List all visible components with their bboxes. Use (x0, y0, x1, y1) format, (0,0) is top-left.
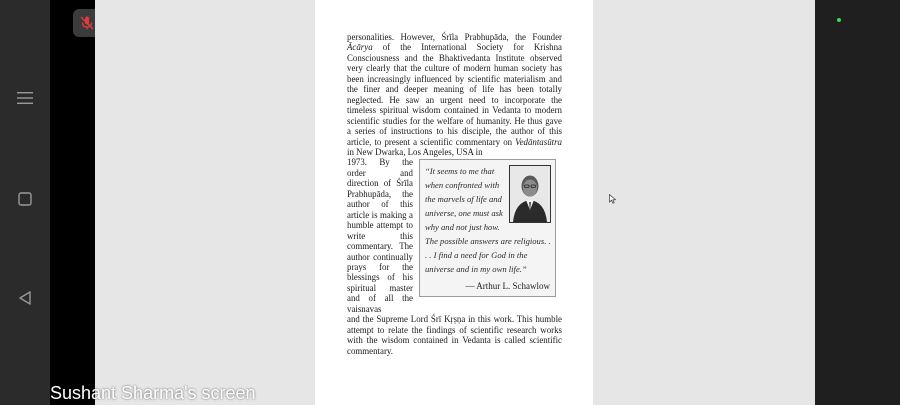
android-nav-bar (0, 0, 50, 405)
quote-attribution: — Arthur L. Schawlow (465, 280, 550, 291)
document-text (347, 32, 562, 356)
mouse-cursor-icon (609, 191, 617, 201)
quote-text: “It seems to me that when confronted with the marvels of life and universe, one must ask why and not just how. The possible answers are religious. . . . I find a need for God in the universe and in my own life.” (425, 166, 551, 275)
status-indicator-dot (837, 18, 841, 22)
paragraph-intro: personalities. However, Śrīla Prabhupāda, the Founder Ācārya of the International Society for Krishna Consciousness and the Bhaktivedanta Institute observed very clearly that the culture of modern human society has been increasingly influenced by scientific materialism and the finer and deeper meaning of life has been totally neglected. He saw an urgent need to incorporate the timeless spiritual wisdom contained in Vedanta to modern scientific studies for the welfare of humanity. He thus gave a series of instructions to his disciple, the author of this article, to present a scientific commentary on Vedāntasūtra in New Dwarka, Los Angeles, USA in (347, 32, 562, 157)
author-portrait (509, 165, 551, 223)
triangle-back-icon[interactable] (14, 287, 36, 309)
text-with-quote (347, 157, 562, 314)
paragraph-left-column: 1973. By the order and direction of Śrīla Prabhupāda, the author of this article is making a humble attempt to write this commentary. The author continually prays for the blessings of his spiritual master and of all the vaisnavas (347, 157, 413, 314)
square-home-icon[interactable] (14, 188, 36, 210)
term-acarya: Ācārya (347, 42, 373, 53)
right-panel (815, 0, 900, 405)
screen-share-label: Sushant Sharma's screen (50, 383, 256, 403)
paragraph-closing: and the Supreme Lord Śrī Kṛṣṇa in this work. This humble attempt to relate the findings of scientific research works with the wisdom contained in Vedanta is called scientific commentary. (347, 314, 562, 356)
term-vedantasutra: Vedāntasūtra (515, 136, 562, 147)
mic-off-icon (79, 15, 95, 31)
left-margin-band (50, 0, 95, 405)
quote-box (419, 159, 556, 297)
menu-icon[interactable] (14, 87, 36, 109)
